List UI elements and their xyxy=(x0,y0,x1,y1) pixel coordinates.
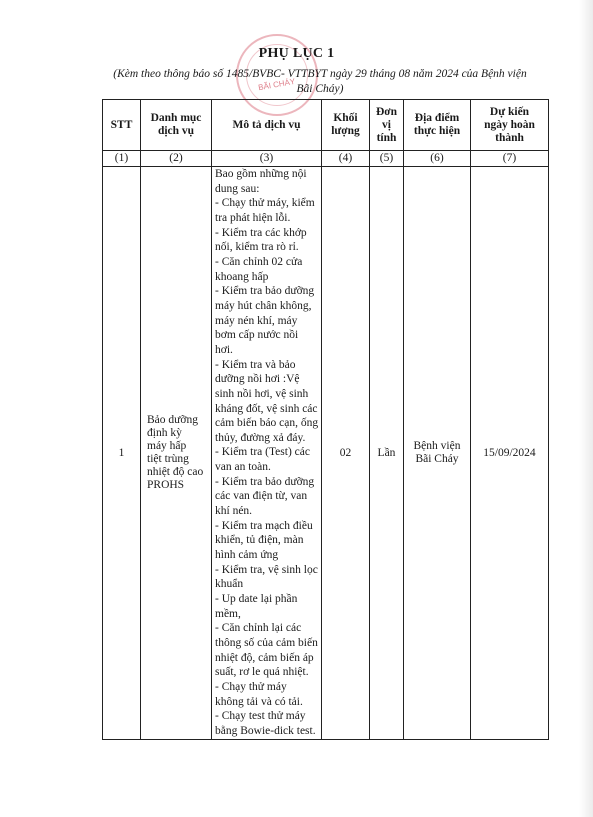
header-description: Mô tả dịch vụ xyxy=(212,100,322,151)
column-number: (4) xyxy=(322,151,370,167)
appendix-subtitle xyxy=(105,67,535,97)
header-location: Địa điểm thực hiện xyxy=(404,100,471,151)
column-number: (7) xyxy=(471,151,549,167)
header-volume: Khối lượng xyxy=(322,100,370,151)
header-stt: STT xyxy=(103,100,141,151)
header-category: Danh mục dịch vụ xyxy=(141,100,212,151)
column-number: (5) xyxy=(370,151,404,167)
row-volume: 02 xyxy=(322,167,370,740)
subtitle-line-1: (Kèm theo thông báo số 1485/BVBC- VTTBYT ngày 29 tháng 08 năm 2024 của Bệnh viện xyxy=(113,68,527,80)
column-number: (6) xyxy=(404,151,471,167)
header-row xyxy=(103,100,549,151)
row-deadline: 15/09/2024 xyxy=(471,167,549,740)
column-number: (2) xyxy=(141,151,212,167)
header-deadline: Dự kiến ngày hoàn thành xyxy=(471,100,549,151)
stamp-text: BÃI CHÁY xyxy=(257,76,296,93)
appendix-title: PHỤ LỤC 1 xyxy=(258,46,335,61)
row-unit: Lần xyxy=(370,167,404,740)
column-number-row xyxy=(103,151,549,167)
column-number: (1) xyxy=(103,151,141,167)
row-location: Bệnh viện Bãi Cháy xyxy=(404,167,471,740)
header-unit: Đơn vị tính xyxy=(370,100,404,151)
table-row xyxy=(103,167,549,740)
row-category: Bảo dưỡng định kỳ máy hấp tiệt trùng nhiệt độ cao PROHS xyxy=(141,167,212,740)
column-number: (3) xyxy=(212,151,322,167)
row-description: Bao gồm những nội dung sau: - Chạy thử máy, kiểm tra phát hiện lỗi. - Kiểm tra các khớp nối, kiểm tra rò rỉ. - Căn chỉnh 02 cửa khoang hấp - Kiểm tra bảo dưỡng máy hút chân không, máy nén khí, máy bơm cấp nước nồi hơi. - Kiểm tra và bảo dưỡng nồi hơi :Vệ sinh nồi hơi, vệ sinh kháng đốt, vệ sinh các cảm biến báo cạn, ống thủy, đường xả đáy. - Kiểm tra (Test) các van an toàn. - Kiểm tra bảo dưỡng các van điện từ, van khí nén. - Kiểm tra mạch điều khiển, tủ điện, màn hình cảm ứng - Kiểm tra, vệ sinh lọc khuẩn - Up date lại phần mềm, - Căn chỉnh lại các thông số của cảm biến nhiệt độ, cảm biến áp suất, rơ le quá nhiệt. - Chạy thử máy không tải và có tải. - Chạy test thử máy bằng Bowie-dick test. xyxy=(212,167,322,740)
page-edge-shadow xyxy=(579,0,593,817)
subtitle-line-2: Bãi Cháy) xyxy=(296,83,344,95)
row-stt: 1 xyxy=(103,167,141,740)
service-table xyxy=(102,99,549,740)
